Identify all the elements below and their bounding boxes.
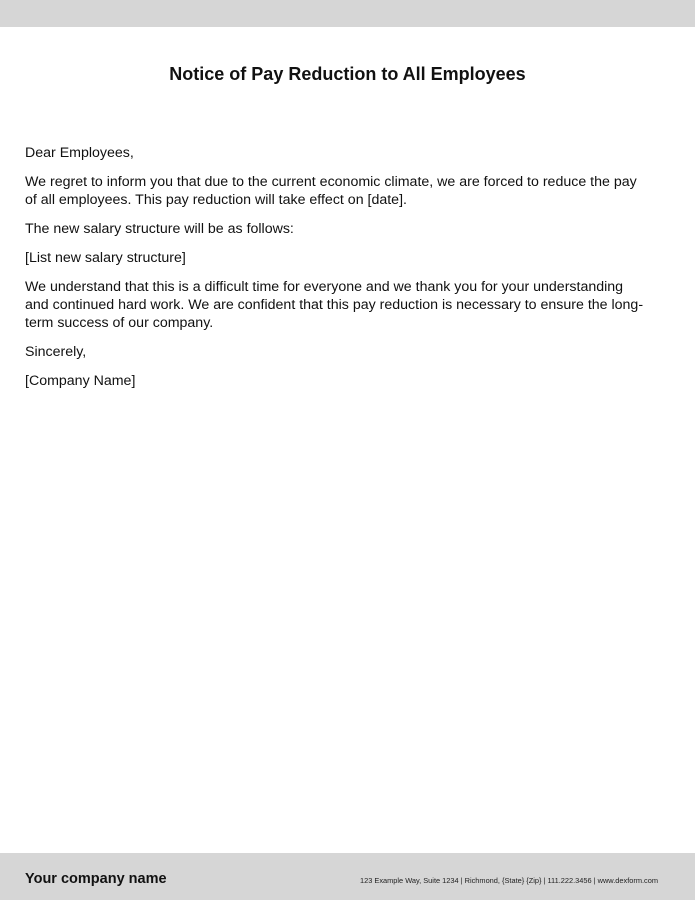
greeting: Dear Employees, — [25, 145, 134, 161]
paragraph-salary-list: [List new salary structure] — [25, 250, 186, 266]
paragraph-intro: We regret to inform you that due to the current economic climate, we are forced to reduce the pay of all employees. This pay reduction will take effect on [date]. — [25, 174, 637, 208]
letter-body — [25, 144, 650, 401]
top-header-band — [0, 0, 695, 27]
paragraph-understanding: We understand that this is a difficult time for everyone and we thank you for your understanding and continued hard work. We are confident that this pay reduction is necessary to ensure the long-term success of our company. — [25, 279, 644, 331]
footer-address: 123 Example Way, Suite 1234 | Richmond, {State} {Zip} | 111.222.3456 | www.dexform.com — [360, 876, 658, 885]
footer-company-name: Your company name — [25, 871, 167, 887]
paragraph-salary-intro: The new salary structure will be as follows: — [25, 221, 294, 237]
footer — [0, 853, 695, 900]
document-title: Notice of Pay Reduction to All Employees — [169, 64, 526, 84]
signature: [Company Name] — [25, 373, 136, 389]
closing: Sincerely, — [25, 344, 87, 360]
